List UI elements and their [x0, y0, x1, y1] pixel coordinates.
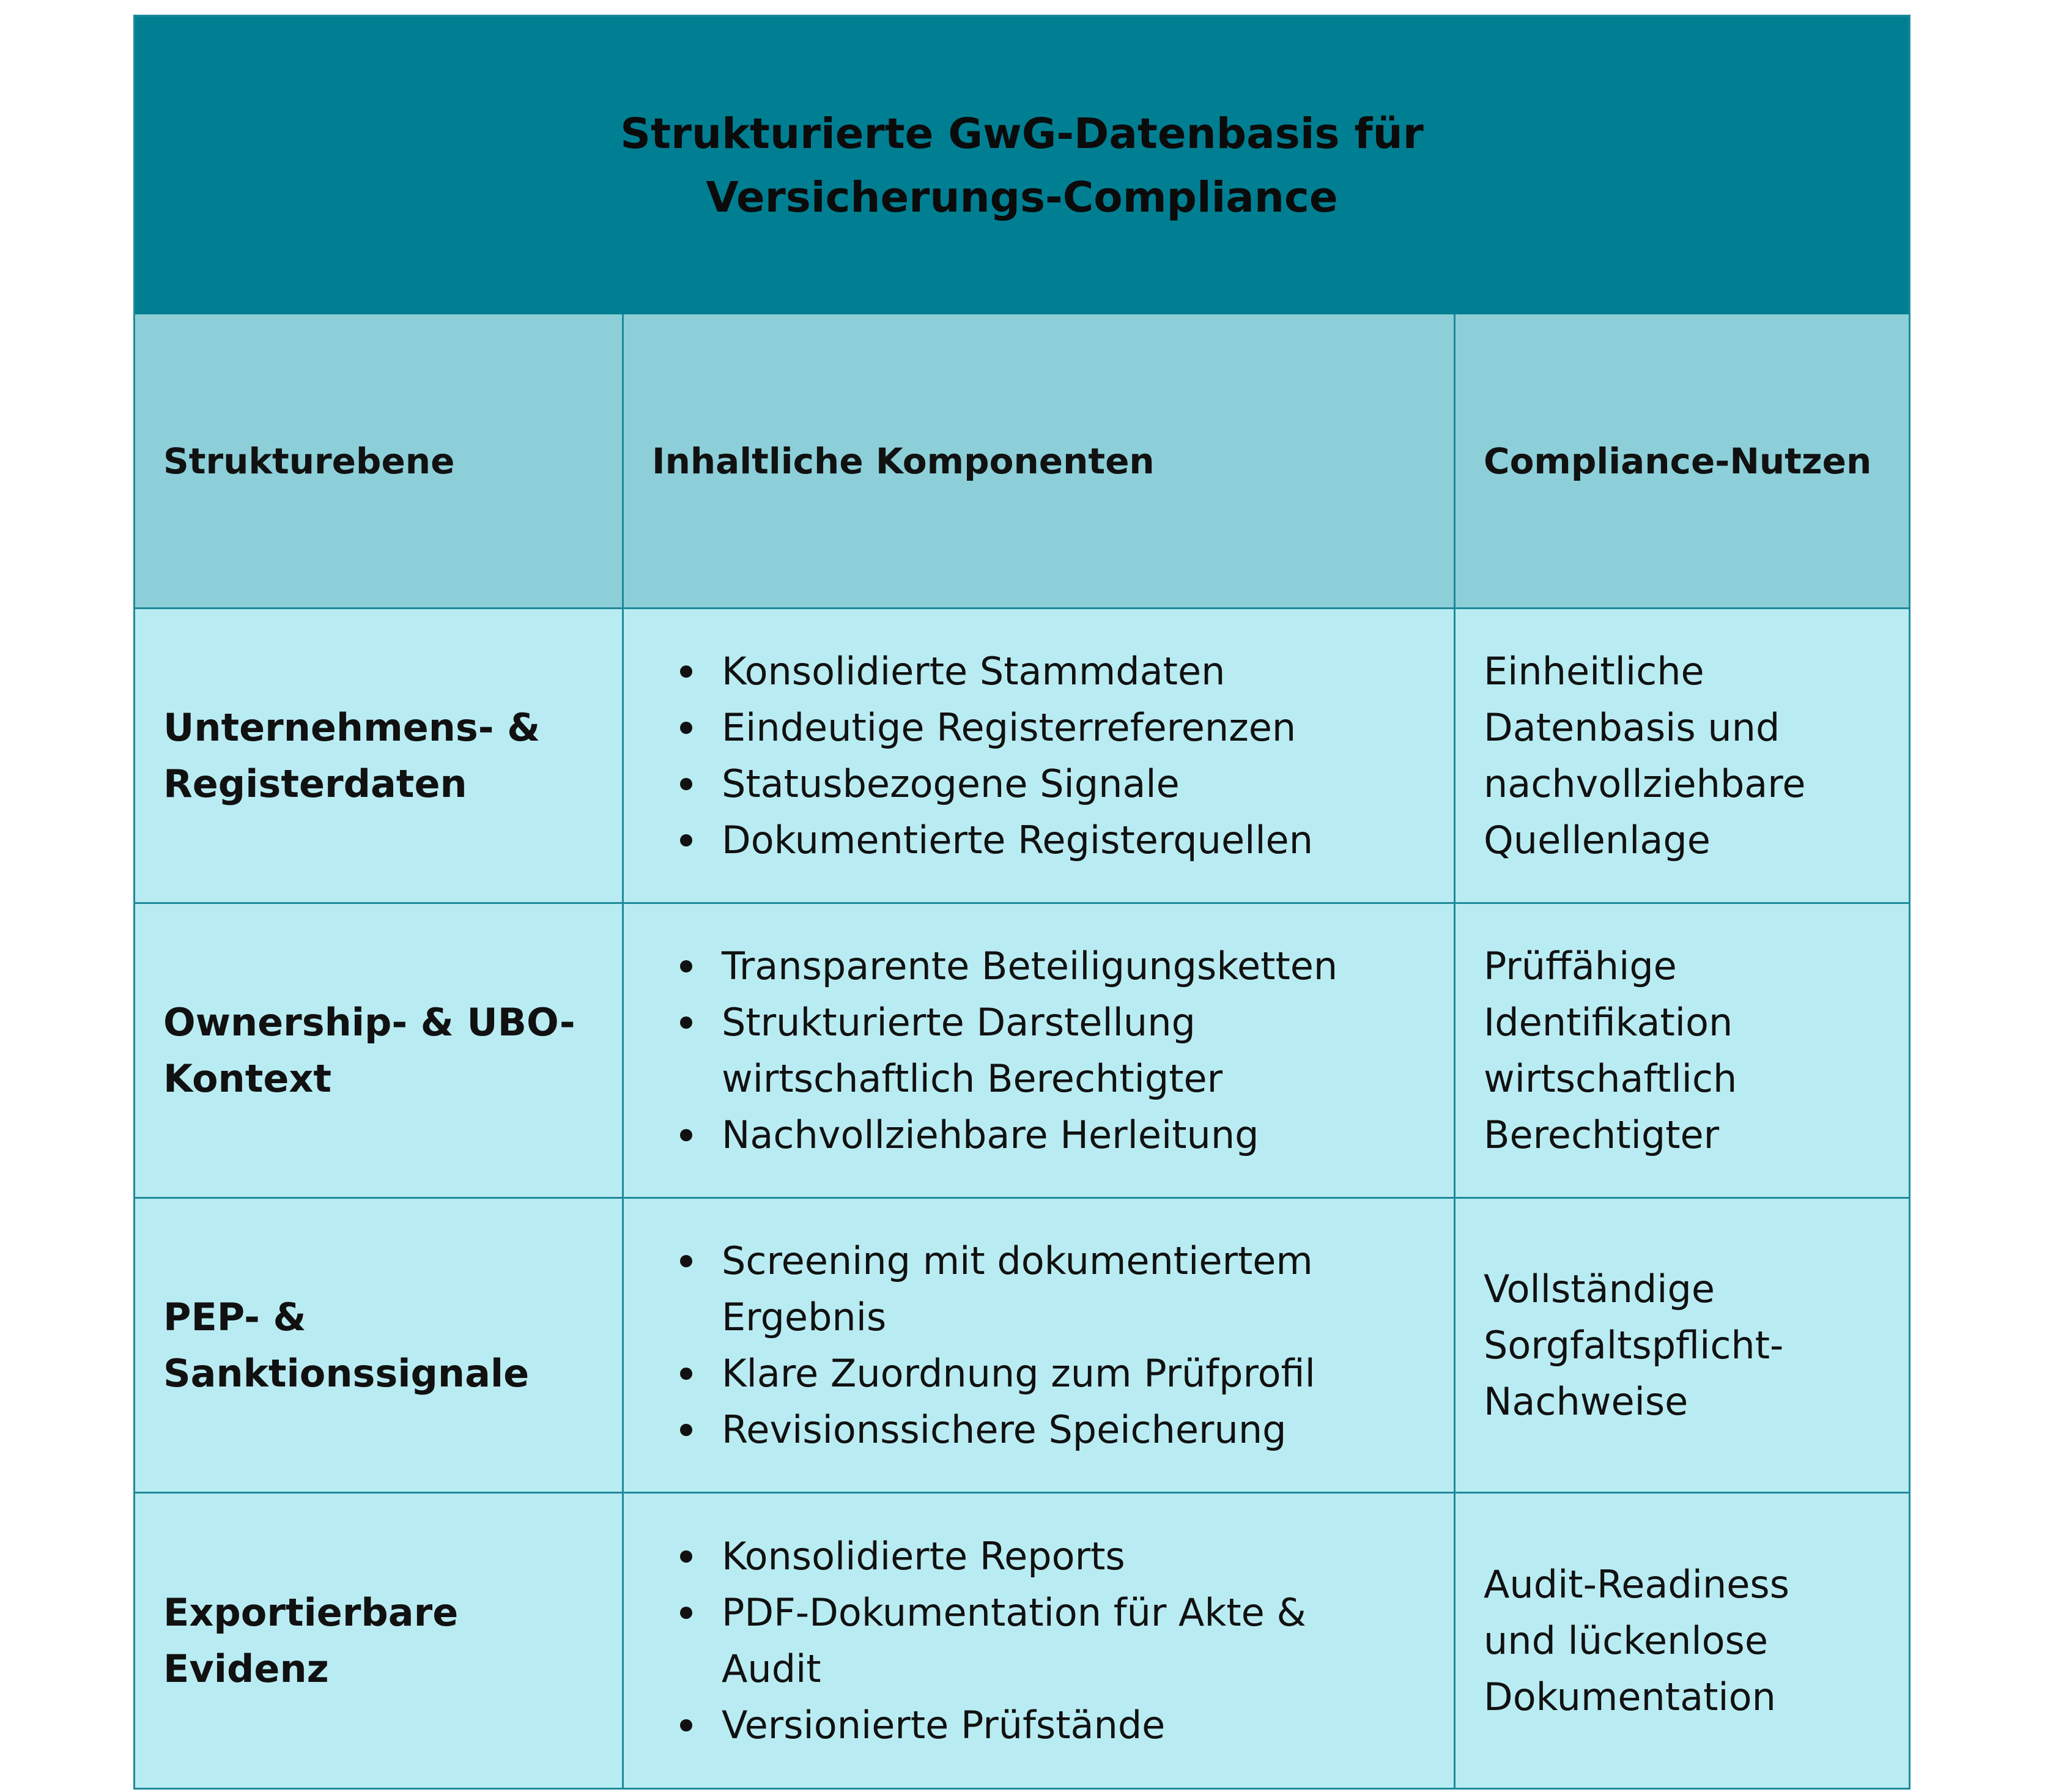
- components-cell: [624, 1494, 1456, 1788]
- list-item-text: Ergebnis: [722, 1294, 887, 1339]
- components-list: [652, 938, 1337, 1163]
- list-item: [722, 700, 1313, 756]
- list-item-text: Nachvollziehbare Herleitung: [722, 1112, 1259, 1157]
- benefit-line: Sorgfaltspflicht-: [1484, 1322, 1784, 1368]
- list-item: [722, 1697, 1306, 1753]
- benefit-line: Dokumentation: [1484, 1674, 1776, 1719]
- benefit-line: nachvollziehbare: [1484, 761, 1806, 806]
- list-item: [722, 938, 1337, 994]
- header-label-nutzen: Compliance-Nutzen: [1484, 440, 1872, 482]
- header-cell-komponenten: [624, 314, 1456, 609]
- level-cell: [135, 609, 624, 904]
- table-title-line-2: Versicherungs-Compliance: [706, 172, 1338, 222]
- benefit-line: Nachweise: [1484, 1379, 1689, 1424]
- benefit-line: und lückenlose: [1484, 1618, 1768, 1663]
- benefit-text: [1484, 1261, 1783, 1430]
- list-item: [722, 1402, 1315, 1458]
- benefit-line: Berechtigter: [1484, 1112, 1720, 1157]
- level-label-line: PEP- &: [163, 1294, 306, 1339]
- benefit-line: Vollständige: [1484, 1266, 1715, 1311]
- list-item: [722, 1528, 1306, 1585]
- table-title-line-1: Strukturierte GwG-Datenbasis für: [620, 109, 1424, 158]
- table-title: [620, 102, 1423, 229]
- level-label: [163, 1585, 458, 1697]
- list-item: [722, 643, 1313, 700]
- list-item: [722, 756, 1313, 812]
- benefit-cell: [1456, 1199, 1909, 1494]
- table-grid: [135, 314, 1909, 1788]
- level-label: [163, 1289, 529, 1402]
- components-list: [652, 643, 1313, 868]
- benefit-text: [1484, 1557, 1789, 1725]
- benefit-text: [1484, 643, 1806, 868]
- list-item-text: Klare Zuordnung zum Prüfprofil: [722, 1350, 1315, 1396]
- components-cell: [624, 904, 1456, 1199]
- list-item-text: Konsolidierte Reports: [722, 1533, 1125, 1579]
- list-item: [722, 1346, 1315, 1402]
- benefit-line: Prüffähige: [1484, 943, 1677, 988]
- list-item: [722, 1233, 1315, 1346]
- level-label: [163, 994, 575, 1107]
- benefit-line: Einheitliche: [1484, 648, 1704, 694]
- benefit-line: Datenbasis und: [1484, 705, 1780, 750]
- benefit-line: Identifikation: [1484, 999, 1733, 1045]
- header-cell-strukturebene: [135, 314, 624, 609]
- header-cell-nutzen: [1456, 314, 1909, 609]
- level-cell: [135, 904, 624, 1199]
- level-label-line: Ownership- & UBO-: [163, 999, 575, 1045]
- gwg-structure-table: [133, 15, 1910, 1790]
- list-item-text: Revisionssichere Speicherung: [722, 1407, 1287, 1452]
- list-item-text: Versionierte Prüfstände: [722, 1702, 1166, 1747]
- level-label: [163, 700, 540, 812]
- list-item-text: Konsolidierte Stammdaten: [722, 648, 1226, 694]
- list-item-text: Transparente Beteiligungsketten: [722, 943, 1338, 988]
- list-item-text: Eindeutige Registerreferenzen: [722, 705, 1296, 750]
- benefit-text: [1484, 938, 1737, 1163]
- level-label-line: Sanktionssignale: [163, 1350, 530, 1396]
- header-label-komponenten: Inhaltliche Komponenten: [652, 440, 1155, 482]
- list-item-text: Statusbezogene Signale: [722, 761, 1180, 806]
- benefit-cell: [1456, 904, 1909, 1199]
- benefit-line: Audit-Readiness: [1484, 1561, 1790, 1607]
- table-title-band: [135, 17, 1909, 314]
- level-label-line: Kontext: [163, 1056, 332, 1101]
- list-item-text: Dokumentierte Registerquellen: [722, 817, 1313, 862]
- level-label-line: Evidenz: [163, 1646, 329, 1691]
- list-item-text: PDF-Dokumentation für Akte &: [722, 1590, 1306, 1635]
- benefit-cell: [1456, 609, 1909, 904]
- level-label-line: Registerdaten: [163, 761, 467, 806]
- level-cell: [135, 1199, 624, 1494]
- benefit-line: Quellenlage: [1484, 817, 1711, 862]
- benefit-line: wirtschaftlich: [1484, 1056, 1737, 1101]
- benefit-cell: [1456, 1494, 1909, 1788]
- list-item-text: Strukturierte Darstellung: [722, 999, 1196, 1045]
- components-list: [652, 1233, 1315, 1458]
- list-item-text: Screening mit dokumentiertem: [722, 1238, 1313, 1283]
- components-list: [652, 1528, 1306, 1753]
- list-item: [722, 1585, 1306, 1697]
- list-item: [722, 994, 1337, 1107]
- components-cell: [624, 609, 1456, 904]
- list-item: [722, 1107, 1337, 1163]
- level-cell: [135, 1494, 624, 1788]
- list-item-text: Audit: [722, 1646, 821, 1691]
- level-label-line: Unternehmens- &: [163, 705, 541, 750]
- components-cell: [624, 1199, 1456, 1494]
- header-label-strukturebene: Strukturebene: [163, 440, 455, 482]
- list-item-text: wirtschaftlich Berechtigter: [722, 1056, 1223, 1101]
- level-label-line: Exportierbare: [163, 1590, 459, 1635]
- list-item: [722, 812, 1313, 868]
